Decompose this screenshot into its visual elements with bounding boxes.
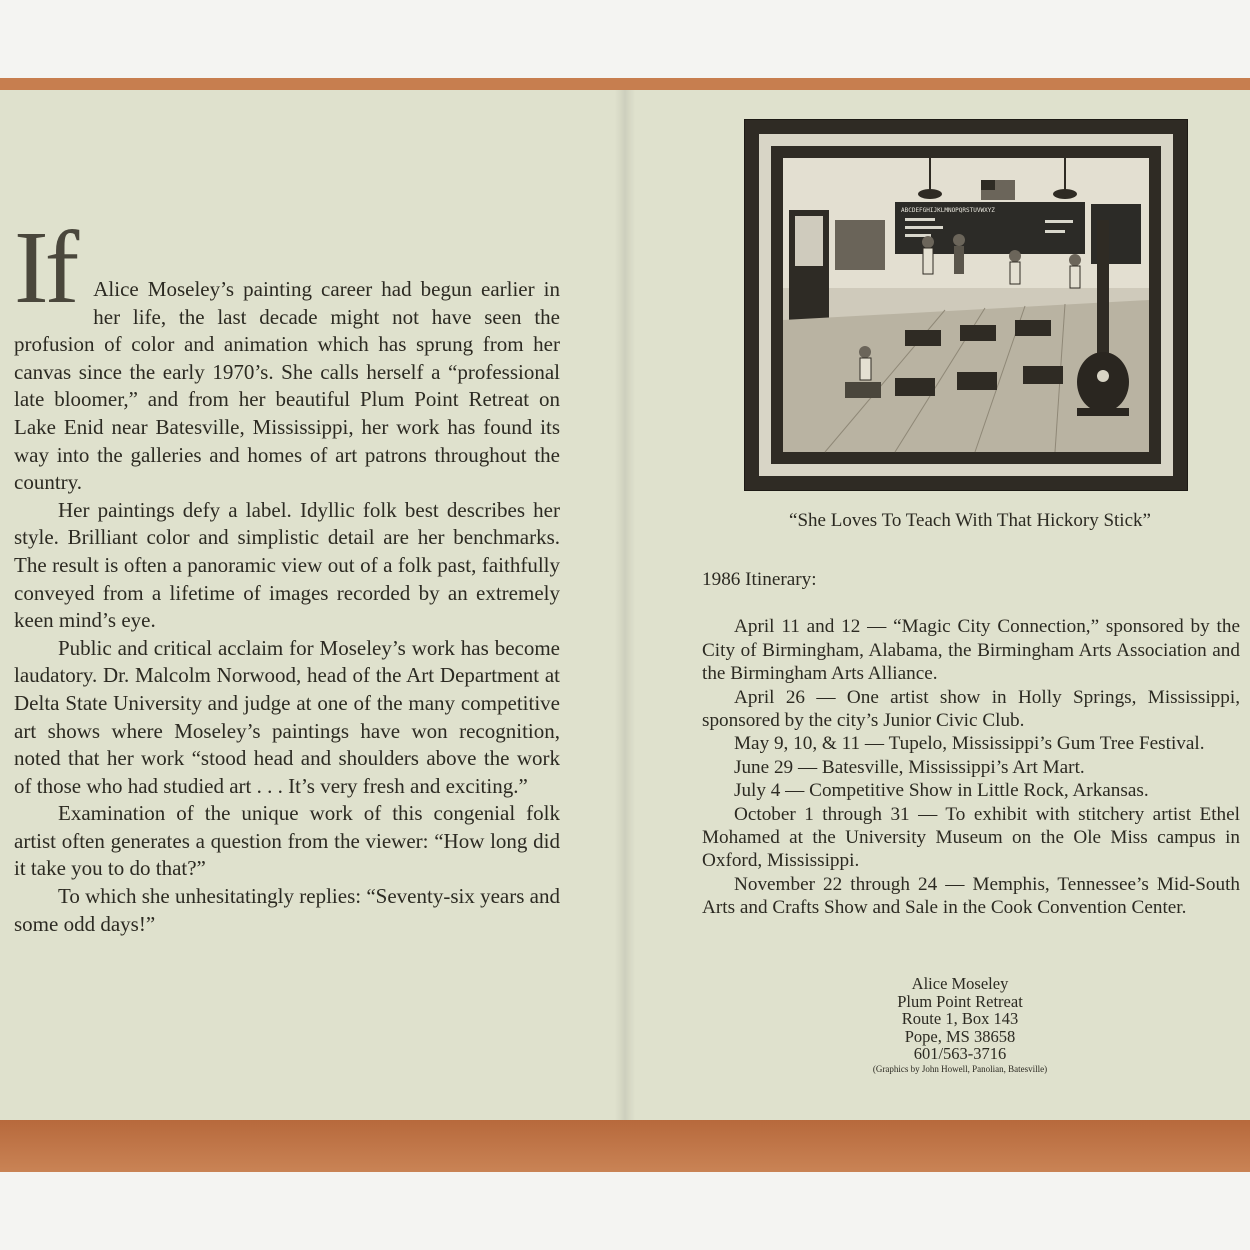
itinerary-event: October 1 through 31 — To exhibit with stitchery artist Ethel Mohamed at the University Museum on the Ole Miss campus in Oxford, Mississippi.	[702, 803, 1240, 872]
article-paragraph-1: Alice Moseley’s painting career had begun earlier in her life, the last decade might not have seen the profusion of color and animation which has sprung from her canvas since the early 1970’s. She calls herself a “professional late bloomer,” and from her beautiful Plum Point Retreat on Lake Enid near Batesville, Mississippi, her work has found its way into the galleries and homes of art patrons throughout the country.	[14, 277, 560, 495]
itinerary-event: April 11 and 12 — “Magic City Connection,” sponsored by the City of Birmingham, Alabama, the Birmingham Arts Association and the Birmingham Arts Alliance.	[702, 616, 1240, 685]
itinerary-event: May 9, 10, & 11 — Tupelo, Mississippi’s Gum Tree Festival.	[734, 733, 1205, 755]
blackboard-text: ABCDEFGHIJKLMNOPQRSTUVWXYZ	[901, 207, 995, 214]
itinerary-event: April 26 — One artist show in Holly Springs, Mississippi, sponsored by the city’s Junior Civic Club.	[702, 686, 1240, 732]
painting-caption: “She Loves To Teach With That Hickory Stick”	[789, 510, 1151, 531]
itinerary-event: July 4 — Competitive Show in Little Rock, Arkansas.	[734, 780, 1149, 802]
contact-phone: 601/563-3716	[913, 1044, 1007, 1064]
article-paragraph-2: Her paintings defy a label. Idyllic folk best describes her style. Brilliant color and simplistic detail are her benchmarks. The result is often a panoramic view out of a folk past, faithfully conveyed from a lifetime of images recorded by an extremely keen mind’s eye.	[14, 497, 560, 633]
graphics-credit: (Graphics by John Howell, Panolian, Batesville)	[872, 1063, 1048, 1074]
contact-place: Plum Point Retreat	[897, 991, 1023, 1011]
itinerary-column	[702, 568, 1240, 920]
article-column	[14, 210, 560, 938]
itinerary-event: June 29 — Batesville, Mississippi’s Art Mart.	[734, 756, 1085, 778]
article-paragraph-3: Public and critical acclaim for Moseley’s work has become laudatory. Dr. Malcolm Norwood, head of the Art Department at Delta State University and judge at one of the many competitive art shows where Moseley’s paintings have won recognition, noted that her work “stood head and shoulders above the work of those who had studied art . . . It’s very fresh and exciting.”	[14, 635, 560, 798]
contact-route: Route 1, Box 143	[901, 1009, 1019, 1029]
drop-cap: If	[14, 210, 76, 325]
itinerary-heading: 1986 Itinerary:	[702, 569, 817, 590]
contact-name: Alice Moseley	[911, 974, 1009, 993]
contact-address	[810, 975, 1110, 1075]
painting-illustration	[745, 120, 1187, 490]
article-paragraph-4: Examination of the unique work of this congenial folk artist often generates a question from the viewer: “How long did it take you to do that?”	[14, 801, 560, 881]
classroom-painting-image	[745, 120, 1187, 490]
brochure-sheet	[0, 90, 1250, 1120]
contact-city: Pope, MS 38658	[904, 1026, 1016, 1046]
itinerary-event: November 22 through 24 — Memphis, Tennessee’s Mid-South Arts and Crafts Show and Sale in the Cook Convention Center.	[702, 873, 1240, 919]
article-paragraph-5: To which she unhesitatingly replies: “Seventy-six years and some odd days!”	[14, 884, 560, 936]
